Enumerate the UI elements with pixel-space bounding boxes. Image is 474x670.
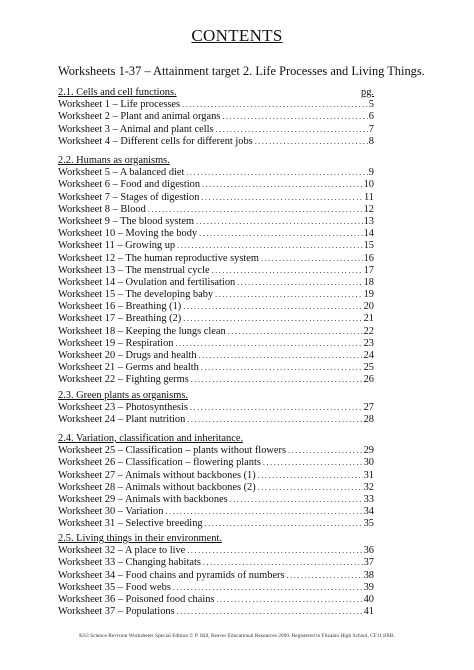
toc-entry (58, 557, 374, 569)
dot-leader (196, 216, 363, 228)
dot-leader (199, 350, 363, 362)
toc-entry (58, 240, 374, 252)
page-number: 21 (363, 313, 374, 325)
worksheet-title: Worksheet 6 – Food and digestion (58, 179, 201, 191)
page-number: 13 (363, 215, 374, 227)
dot-leader (177, 606, 363, 618)
toc-entry (58, 99, 374, 111)
worksheet-title: Worksheet 1 – Life processes (58, 99, 181, 111)
toc-entry (58, 338, 374, 350)
page-number: 32 (363, 481, 374, 493)
worksheet-title: Worksheet 10 – Moving the body (58, 228, 198, 240)
toc-entry (58, 216, 374, 228)
page-number: 16 (363, 252, 374, 264)
section-heading (58, 433, 374, 445)
section-heading (58, 390, 374, 402)
toc-entry (58, 445, 374, 457)
section-humans (58, 155, 374, 387)
toc-entry (58, 326, 374, 338)
toc-entry (58, 570, 374, 582)
worksheet-title: Worksheet 28 – Animals without backbones (2) (58, 481, 256, 493)
dot-leader (187, 414, 362, 426)
dot-leader (201, 362, 363, 374)
page-number: 17 (363, 264, 374, 276)
page-number: 33 (363, 493, 374, 505)
toc-entry (58, 594, 374, 606)
worksheet-title: Worksheet 36 – Poisoned food chains (58, 593, 215, 605)
worksheet-title: Worksheet 29 – Animals with backbones (58, 493, 228, 505)
page-number: 6 (368, 111, 374, 123)
dot-leader (237, 277, 362, 289)
worksheet-title: Worksheet 2 – Plant and animal organs (58, 111, 221, 123)
worksheet-title: Worksheet 8 – Blood (58, 203, 146, 215)
section-cells (58, 87, 374, 148)
page-number: 26 (363, 374, 374, 386)
dot-leader (258, 482, 363, 494)
dot-leader (201, 192, 363, 204)
worksheet-title: Worksheet 21 – Germs and health (58, 362, 199, 374)
dot-leader (287, 570, 363, 582)
toc-entry (58, 124, 374, 136)
section-heading (58, 87, 374, 99)
section-items (58, 402, 374, 426)
toc-entry (58, 362, 374, 374)
dot-leader (216, 594, 362, 606)
page-number: 22 (363, 325, 374, 337)
dot-leader (187, 545, 362, 557)
footer-copyright: KS3 Science Revision Worksheets Special Edition © P. Hill, Beaver Educational Resources 2000. Registered to Fitzalan High School, CF11 8XB. (79, 633, 395, 639)
section-heading (58, 155, 374, 167)
dot-leader (263, 457, 363, 469)
section-items (58, 167, 374, 386)
page-number: 18 (363, 276, 374, 288)
dot-leader (148, 204, 363, 216)
worksheet-title: Worksheet 22 – Fighting germs (58, 374, 189, 386)
toc-entry (58, 253, 374, 265)
worksheet-title: Worksheet 14 – Ovulation and fertilisation (58, 276, 236, 288)
toc-entry (58, 402, 374, 414)
toc-entry (58, 545, 374, 557)
page-number: 24 (363, 350, 374, 361)
dot-leader (215, 289, 363, 301)
toc-entry (58, 470, 374, 482)
dot-leader (190, 402, 363, 414)
worksheet-title: Worksheet 23 – Photosynthesis (58, 402, 188, 414)
page-number: 30 (363, 457, 374, 469)
worksheet-title: Worksheet 5 – A balanced diet (58, 167, 185, 179)
dot-leader (222, 111, 367, 123)
page-number: 14 (363, 228, 374, 240)
toc-entry (58, 167, 374, 179)
section-title: 2.2. Humans as organisms. (58, 155, 170, 166)
dot-leader (186, 167, 367, 179)
page-number: 38 (363, 569, 374, 581)
worksheet-title: Worksheet 33 – Changing habitats (58, 557, 201, 569)
dot-leader (173, 582, 363, 594)
section-title: 2.4. Variation, classification and inheritance. (58, 433, 244, 444)
worksheet-title: Worksheet 30 – Variation (58, 506, 164, 518)
section-items (58, 445, 374, 530)
page-title: CONTENTS (191, 26, 283, 45)
toc-entry (58, 277, 374, 289)
page-number: 39 (363, 581, 374, 593)
page-number: 19 (363, 289, 374, 301)
dot-leader (183, 313, 362, 325)
page-column-label: pg. (361, 87, 374, 98)
dot-leader (183, 301, 362, 313)
toc-entry (58, 482, 374, 494)
worksheet-title: Worksheet 16 – Breathing (1) (58, 301, 182, 313)
dot-leader (177, 240, 363, 252)
dot-leader (288, 445, 363, 457)
page-number: 34 (363, 506, 374, 518)
dot-leader (191, 374, 363, 386)
toc-entry (58, 494, 374, 506)
worksheet-title: Worksheet 26 – Classification – flowering plants (58, 457, 261, 469)
toc-entry (58, 228, 374, 240)
toc-entry (58, 374, 374, 386)
section-green-plants (58, 390, 374, 427)
page-number: 15 (363, 240, 374, 252)
worksheet-title: Worksheet 20 – Drugs and health (58, 350, 197, 361)
worksheet-title: Worksheet 9 – The blood system (58, 215, 195, 227)
toc-entry (58, 313, 374, 325)
toc-entry (58, 518, 374, 530)
toc-entry (58, 289, 374, 301)
page-number: 25 (363, 362, 374, 374)
toc-entry (58, 179, 374, 191)
page-number: 31 (363, 469, 374, 481)
toc-entry (58, 506, 374, 518)
dot-leader (202, 179, 363, 191)
page-number: 11 (363, 191, 374, 203)
page-number: 7 (368, 123, 374, 135)
worksheet-title: Worksheet 11 – Growing up (58, 240, 176, 252)
toc-entry (58, 136, 374, 148)
worksheet-title: Worksheet 7 – Stages of digestion (58, 191, 200, 203)
dot-leader (205, 518, 363, 530)
worksheet-title: Worksheet 4 – Different cells for different jobs (58, 135, 253, 147)
toc-entry (58, 265, 374, 277)
toc-entry (58, 457, 374, 469)
page-number: 10 (363, 179, 374, 191)
section-environment (58, 533, 374, 618)
page-number: 5 (368, 99, 374, 111)
worksheet-title: Worksheet 25 – Classification – plants without flowers (58, 445, 287, 457)
dot-leader (216, 124, 368, 136)
worksheet-title: Worksheet 13 – The menstrual cycle (58, 264, 210, 276)
page-number: 27 (363, 402, 374, 414)
page-number: 12 (363, 203, 374, 215)
worksheet-title: Worksheet 27 – Animals without backbones (1) (58, 469, 256, 481)
worksheet-title: Worksheet 18 – Keeping the lungs clean (58, 325, 226, 337)
toc-entry (58, 414, 374, 426)
dot-leader (175, 338, 362, 350)
section-heading (58, 533, 374, 545)
page-number: 9 (368, 167, 374, 179)
worksheet-title: Worksheet 31 – Selective breeding (58, 518, 203, 530)
toc-entry (58, 111, 374, 123)
page-number: 35 (363, 518, 374, 530)
worksheet-title: Worksheet 15 – The developing baby (58, 289, 214, 301)
worksheet-title: Worksheet 34 – Food chains and pyramids of numbers (58, 569, 285, 581)
section-title: 2.3. Green plants as organisms. (58, 390, 188, 401)
dot-leader (182, 99, 368, 111)
page-number: 41 (363, 606, 374, 618)
page-number: 40 (363, 593, 374, 605)
worksheet-title: Worksheet 37 – Populations (58, 606, 175, 618)
dot-leader (258, 470, 363, 482)
toc-entry (58, 301, 374, 313)
page-number: 8 (368, 135, 374, 147)
toc-entry (58, 606, 374, 618)
page-number: 23 (363, 337, 374, 349)
section-title: 2.5. Living things in their environment. (58, 533, 222, 544)
page-number: 20 (363, 301, 374, 313)
worksheet-title: Worksheet 17 – Breathing (2) (58, 313, 182, 325)
section-title: 2.1. Cells and cell functions. (58, 87, 177, 98)
dot-leader (212, 265, 363, 277)
dot-leader (199, 228, 362, 240)
worksheet-title: Worksheet 24 – Plant nutrition (58, 414, 186, 426)
dot-leader (255, 136, 368, 148)
dot-leader (165, 506, 362, 518)
worksheet-title: Worksheet 32 – A place to live (58, 545, 186, 557)
page-number: 36 (363, 545, 374, 557)
toc-entry (58, 582, 374, 594)
section-variation (58, 433, 374, 531)
page-number: 37 (363, 557, 374, 569)
toc-entry (58, 192, 374, 204)
section-items (58, 545, 374, 618)
dot-leader (230, 494, 363, 506)
dot-leader (203, 557, 363, 569)
section-items (58, 99, 374, 148)
page-number: 28 (363, 414, 374, 426)
worksheet-title: Worksheet 35 – Food webs (58, 581, 171, 593)
page-number: 29 (363, 445, 374, 457)
dot-leader (228, 326, 363, 338)
toc-entry (58, 204, 374, 216)
toc-entry (58, 350, 374, 362)
worksheet-title: Worksheet 3 – Animal and plant cells (58, 123, 214, 135)
worksheet-title: Worksheet 12 – The human reproductive system (58, 252, 259, 264)
page-subtitle: Worksheets 1-37 – Attainment target 2. Life Processes and Living Things. (58, 64, 425, 78)
dot-leader (261, 253, 363, 265)
worksheet-title: Worksheet 19 – Respiration (58, 337, 174, 349)
